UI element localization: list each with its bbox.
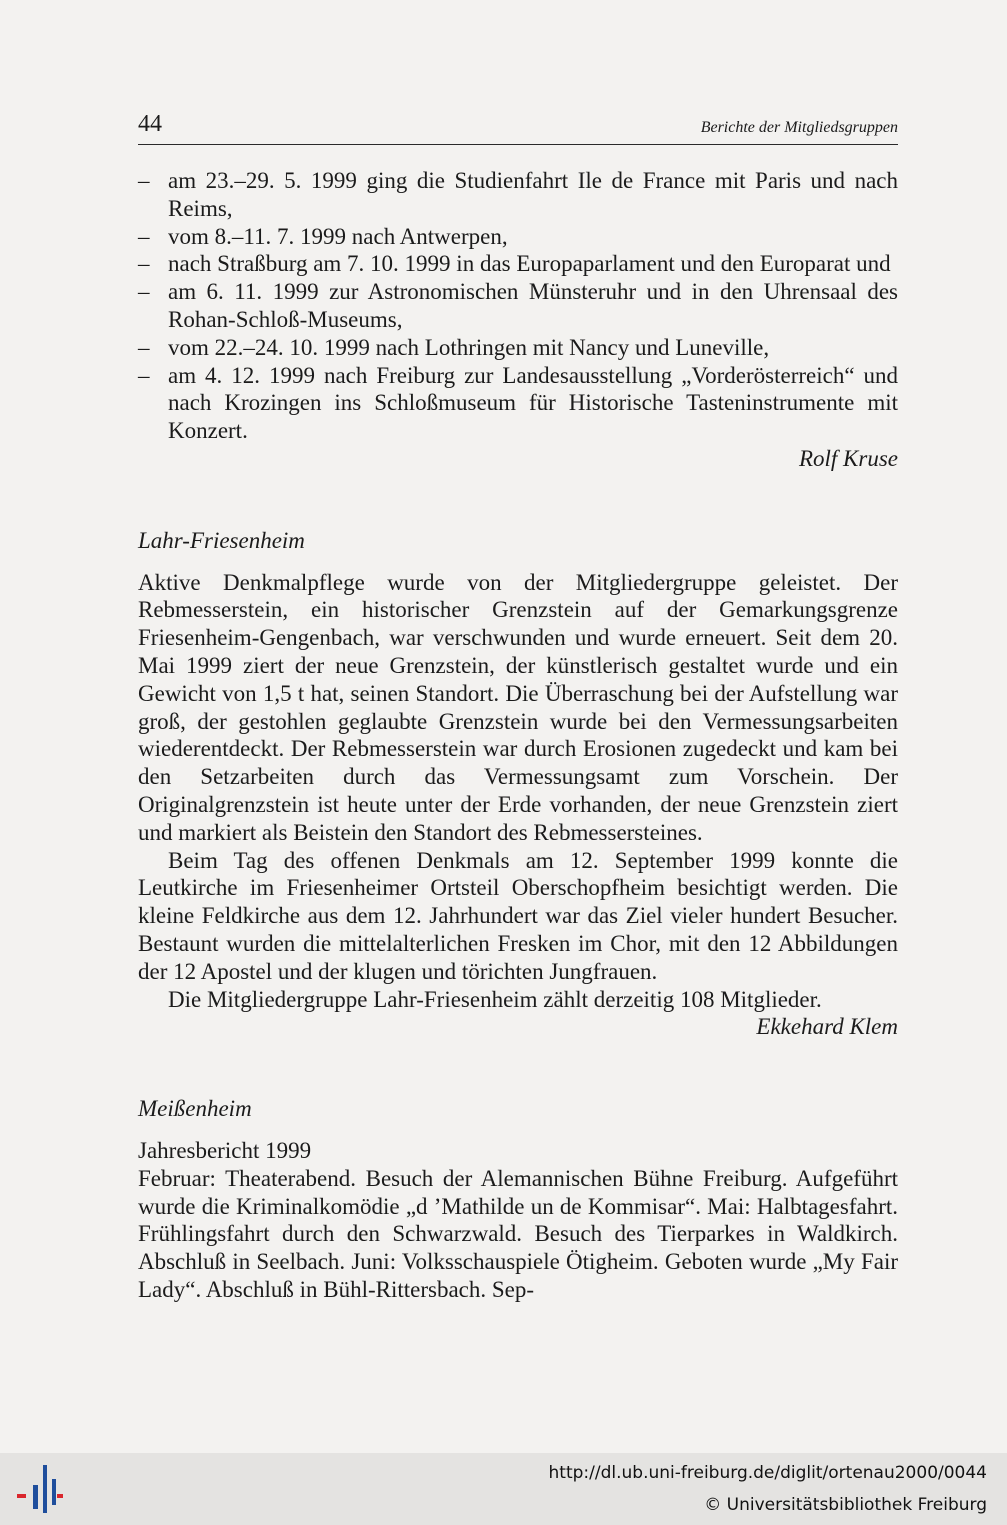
list-item	[138, 223, 898, 251]
list-item-text: am 23.–29. 5. 1999 ging die Studienfahrt Ile de France mit Paris und nach Reims,	[168, 168, 898, 221]
copyright-notice: © Universitätsbibliothek Freiburg	[704, 1495, 987, 1515]
dash-bullet: –	[138, 223, 150, 249]
list-item-text: vom 8.–11. 7. 1999 nach Antwerpen,	[168, 223, 508, 249]
author-signature: Rolf Kruse	[798, 445, 898, 471]
dash-bullet: –	[138, 168, 150, 193]
section-subtitle: Jahresbericht 1999	[138, 1137, 312, 1163]
list-item	[138, 334, 898, 362]
paragraph: Beim Tag des offenen Denkmals am 12. September 1999 konnte die Leutkirche im Friesenheimer Ortsteil Oberschopfheim besichtigt werden. Die kleine Feldkirche aus dem 12. Jahrhundert war das Ziel vieler hundert Besucher. Bestaunt wurden die mittelalterlichen Fresken im Chor, mit den 12 Abbildungen der 12 Apostel und der klugen und törichten Jungfrauen.	[138, 847, 898, 984]
list-item	[138, 250, 898, 278]
page-content	[138, 167, 898, 1304]
dash-bullet: –	[138, 334, 150, 360]
author-signature: Ekkehard Klem	[756, 1014, 898, 1040]
list-item	[138, 278, 898, 334]
list-item-text: am 4. 12. 1999 nach Freiburg zur Landesausstellung „Vorderösterreich“ und nach Krozingen ins Schloßmuseum für Historische Tasteninstrumente mit Konzert.	[168, 362, 898, 444]
dash-bullet: –	[138, 362, 150, 388]
list-item	[138, 167, 898, 223]
list-item-text: am 6. 11. 1999 zur Astronomischen Münsteruhr und in den Uhrensaal des Rohan-Schloß-Museums,	[168, 279, 898, 332]
section-title: Meißenheim	[138, 1096, 252, 1122]
list-item	[138, 362, 898, 445]
permalink-url[interactable]: http://dl.ub.uni-freiburg.de/diglit/ortenau2000/0044	[548, 1463, 987, 1483]
paragraph: Februar: Theaterabend. Besuch der Alemannischen Bühne Freiburg. Aufgeführt wurde die Kriminalkomödie „d ’Mathilde un de Kommisar“. Mai: Halbtagesfahrt. Frühlingsfahrt durch den Schwarzwald. Besuch des Tierparkes in Waldkirch. Abschluß in Seelbach. Juni: Volksschauspiele Ötigheim. Geboten wurde „My Fair Lady“. Abschluß in Bühl-Rittersbach. Sep-	[138, 1165, 898, 1302]
section-title: Lahr-Friesenheim	[138, 527, 305, 553]
paragraph: Die Mitgliedergruppe Lahr-Friesenheim zählt derzeitig 108 Mitglieder.	[168, 986, 822, 1012]
trip-list	[138, 167, 898, 445]
paragraph: Aktive Denkmalpflege wurde von der Mitgliedergruppe geleistet. Der Rebmesserstein, ein historischer Grenzstein auf der Gemarkungsgrenze Friesenheim-Gengenbach, war verschwunden und wurde erneuert. Seit dem 20. Mai 1999 ziert der neue Grenzstein, der künstlerisch gestaltet wurde und ein Gewicht von 1,5 t hat, seinen Standort. Die Überraschung bei der Aufstellung war groß, der gestohlen geglaubte Grenzstein wurde bei den Vermessungsarbeiten wiederentdeckt. Der Rebmesserstein war durch Erosionen zugedeckt und kam bei den Setzarbeiten durch das Vermessungsamt zum Vorschein. Der Originalgrenzstein ist heute unter der Erde vorhanden, der neue Grenzstein ziert und markiert als Beistein den Standort des Rebmessersteines.	[138, 569, 898, 845]
viewer-footer	[0, 1453, 1007, 1525]
dash-bullet: –	[138, 279, 150, 305]
list-item-text: vom 22.–24. 10. 1999 nach Lothringen mit Nancy und Luneville,	[168, 334, 770, 360]
running-head: Berichte der Mitgliedsgruppen	[700, 119, 898, 136]
list-item-text: nach Straßburg am 7. 10. 1999 in das Europaparlament und den Europarat und	[168, 251, 891, 277]
page-number: 44	[138, 111, 162, 137]
page-header	[138, 110, 898, 145]
ub-freiburg-logo-icon	[14, 1463, 64, 1515]
dash-bullet: –	[138, 251, 150, 277]
